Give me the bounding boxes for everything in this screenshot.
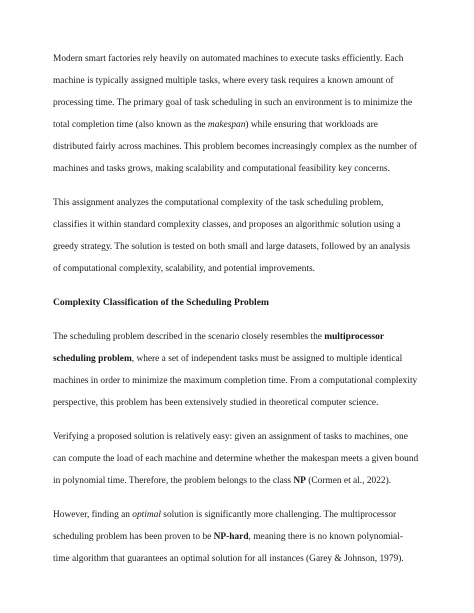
text-run: can compute the load of each machine and determine whether the makespan meets a given bound — [53, 454, 419, 464]
text-line — [53, 258, 429, 280]
paragraph-p1 — [53, 48, 429, 180]
text-line — [53, 448, 429, 470]
text-line — [53, 392, 429, 414]
italic-term: optimal — [132, 510, 161, 520]
text-line — [53, 158, 429, 180]
paragraph-p2 — [53, 192, 429, 280]
text-run: Modern smart factories rely heavily on automated machines to execute tasks efficiently. Each — [53, 54, 404, 64]
section-body — [53, 326, 429, 570]
text-run: This assignment analyzes the computational complexity of the task scheduling problem, — [53, 198, 384, 208]
text-line — [53, 548, 429, 570]
text-run: processing time. The primary goal of task scheduling in such an environment is to minimize the — [53, 98, 413, 108]
text-line — [53, 214, 429, 236]
text-line — [53, 70, 429, 92]
text-run: time algorithm that guarantees an optimal solution for all instances (Garey & Johnson, 1979). — [53, 554, 404, 564]
text-run: solution is significantly more challenging. The multiprocessor — [160, 510, 397, 520]
text-run: , where a set of independent tasks must be assigned to multiple identical — [131, 354, 403, 364]
bold-term: multiprocessor — [324, 332, 384, 342]
text-run: scheduling problem has been proven to be — [53, 532, 214, 542]
text-line — [53, 370, 429, 392]
text-run: in polynomial time. Therefore, the problem belongs to the class — [53, 476, 294, 486]
text-line — [53, 470, 429, 492]
text-run: total completion time (also known as the — [53, 120, 208, 130]
bold-term: NP-hard — [213, 532, 249, 542]
text-run: , meaning there is no known polynomial- — [248, 532, 403, 542]
bold-term: scheduling problem — [53, 354, 132, 364]
intro-section — [53, 48, 429, 280]
text-line — [53, 48, 429, 70]
text-line — [53, 504, 429, 526]
text-run: distributed fairly across machines. This problem becomes increasingly complex as the number of — [53, 142, 418, 152]
text-run: However, finding an — [53, 510, 133, 520]
italic-term: makespan — [207, 120, 246, 130]
text-line — [53, 348, 429, 370]
text-run: greedy strategy. The solution is tested on both small and large datasets, followed by an analysis — [53, 242, 411, 252]
text-run: of computational complexity, scalability, and potential improvements. — [53, 264, 315, 274]
section-heading: Complexity Classification of the Scheduling Problem — [53, 297, 269, 308]
text-run: The scheduling problem described in the scenario closely resembles the — [53, 332, 325, 342]
text-line — [53, 114, 429, 136]
text-line — [53, 92, 429, 114]
text-run: (Cormen et al., 2022). — [305, 476, 392, 486]
document-body — [53, 48, 429, 582]
text-run: machines in order to minimize the maximum completion time. From a computational complexity — [53, 376, 418, 386]
text-line — [53, 192, 429, 214]
text-run: Verifying a proposed solution is relatively easy: given an assignment of tasks to machines, one — [53, 432, 408, 442]
text-run: machines and tasks grows, making scalability and computational feasibility key concerns. — [53, 164, 390, 174]
paragraph-p3 — [53, 326, 429, 414]
text-line — [53, 136, 429, 158]
text-run: machine is typically assigned multiple tasks, where every task requires a known amount of — [53, 76, 394, 86]
text-line — [53, 426, 429, 448]
text-line — [53, 326, 429, 348]
text-run: perspective, this problem has been extensively studied in theoretical computer science. — [53, 398, 379, 408]
paragraph-p4 — [53, 426, 429, 492]
text-line — [53, 236, 429, 258]
text-run: classifies it within standard complexity classes, and proposes an algorithmic solution using a — [53, 220, 401, 230]
bold-term: NP — [293, 476, 306, 486]
text-line — [53, 526, 429, 548]
paragraph-p5 — [53, 504, 429, 570]
text-run: ) while ensuring that workloads are — [245, 120, 378, 130]
